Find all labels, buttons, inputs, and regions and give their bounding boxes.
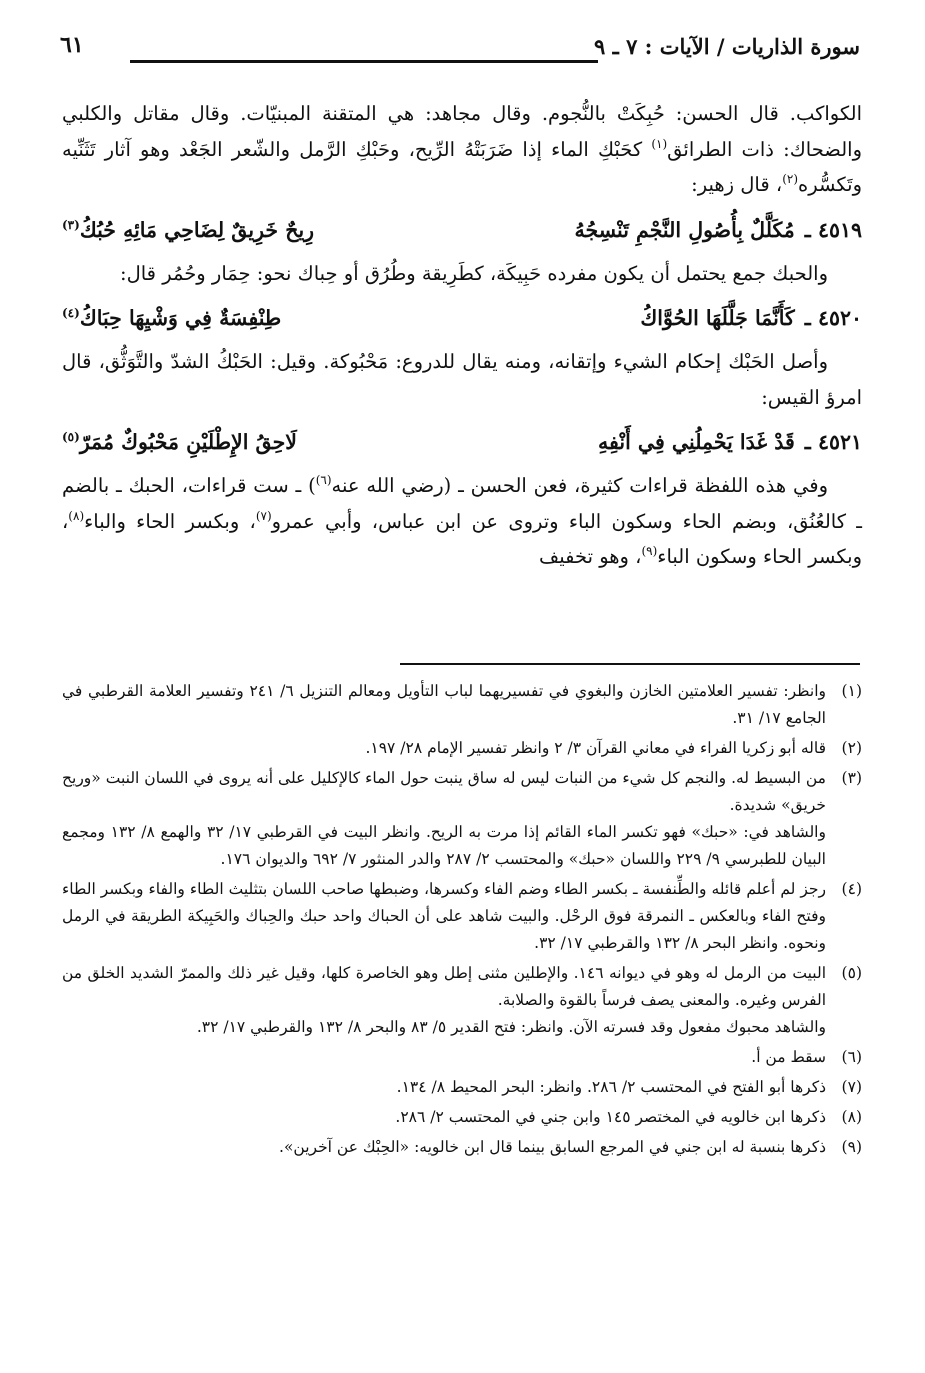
footnote-text: وانظر: تفسير العلامتين الخازن والبغوي في تفسيريهما لباب التأويل ومعالم التنزيل ٦/ ٢٤١ وتفسير العلامة القرطبي في الجامع ١٧/ ٣١. bbox=[62, 682, 826, 727]
footnote-ref-3[interactable]: (٣) bbox=[61, 217, 80, 232]
footnote-separator bbox=[400, 663, 860, 665]
footnote-1 bbox=[62, 678, 862, 732]
footnote-ref-9[interactable]: (٩) bbox=[641, 544, 658, 558]
footnote-text: البيت من الرمل له وهو في ديوانه ١٤٦. والإطلين مثنى إطل وهو الخاصرة كلها، وقيل غير ذلك والممرّ الشديد الخلق من الفرس وغيره. والمعنى يصف فرساً بالقوة والصلابة. والشاهد محبوك مفعول وقد فسرته الآن. وانظر: فتح القدير ٥/ ٨٣ والبحر ٨/ ١٣٢ والقرطبي ١٧/ ٣٢. bbox=[62, 964, 826, 1036]
footnote-number: (٦) bbox=[841, 1048, 862, 1066]
footnote-text: ذكرها ابن خالويه في المختصر ١٤٥ وابن جني في المحتسب ٢/ ٢٨٦. bbox=[395, 1108, 826, 1126]
footnote-8 bbox=[62, 1104, 862, 1131]
verse-number: ٤٥٢١ ـ bbox=[804, 430, 862, 454]
footnote-ref-8[interactable]: (٨) bbox=[68, 508, 85, 523]
footnote-ref-7[interactable]: (٧) bbox=[255, 508, 272, 523]
header-rule bbox=[130, 60, 598, 63]
footnote-number: (٢) bbox=[841, 739, 862, 757]
footnote-text: ذكرها بنسبة له ابن جني في المرجع السابق بينما قال ابن خالويه: «الحِبْك عن آخرين». bbox=[279, 1138, 826, 1156]
verse-hemistich-second: لَاحِقُ الإِطْلَيْنِ مَحْبُوكٌ مُمَرّ$^{(٥)}$ bbox=[61, 430, 297, 454]
footnotes bbox=[62, 678, 862, 1164]
verse-hemistich-first: قَدْ غَدَا يَحْمِلُنِي فِي أَنْفِهِ bbox=[598, 430, 795, 454]
verse-hemistich-first: كَأَنَّمَا جَلَّلَهَا الحُوَّاكُ bbox=[640, 306, 795, 330]
paragraph-4: وفي هذه اللفظة قراءات كثيرة، فعن الحسن ـ (رضي الله عنه$^{(٦)}$) ـ ست قراءات، الحبك ـ بالضم ـ كالعُنُق، وبضم الحاء وسكون الباء وتروى عن ابن عباس، وأبي عمرو$^{(٧)}$، وبكسر الحاء والباء$^{(٨)}$، وبكسر الحاء وسكون الباء$^{(٩)}$، وهو تخفيف bbox=[62, 473, 862, 568]
page-header bbox=[60, 30, 860, 70]
footnote-text: سقط من أ. bbox=[751, 1048, 826, 1066]
main-text bbox=[62, 96, 862, 575]
verse-number: ٤٥٢٠ ـ bbox=[804, 306, 862, 330]
paragraph-2: والحبك جمع يحتمل أن يكون مفرده حَبِيكَة، كطَرِيقة وطُرُق أو حِباك نحو: حِمَار وحُمُر قال: bbox=[120, 261, 828, 285]
footnote-9 bbox=[62, 1134, 862, 1161]
footnote-text: ذكرها أبو الفتح في المحتسب ٢/ ٢٨٦. وانظر: البحر المحيط ٨/ ١٣٤. bbox=[396, 1078, 826, 1096]
paragraph-1: الكواكب. قال الحسن: حُبِكَتْ بالنُّجوم. وقال مجاهد: هي المتقنة المبنيّات. وقال مقاتل والكلبي والضحاك: ذات الطرائق$^{(١)}$ كحَبْكِ الماء إذا ضَرَبَتْهُ الرِّيح، وحَبْكِ الرَّمل والشّعر الجَعْد وهو آثار تَثَنِّيه وتَكسُّره$^{(٢)}$، قال زهير: bbox=[62, 102, 862, 196]
footnote-5 bbox=[62, 960, 862, 1041]
footnote-ref-4[interactable]: (٤) bbox=[61, 306, 80, 320]
footnote-7 bbox=[62, 1074, 862, 1101]
footnote-text: رجز لم أعلم قائله والطِّنفسة ـ بكسر الطاء وضم الفاء وكسرها، وضبطها صاحب اللسان بتثليث الطاء والفاء وبكسر الطاء وفتح الفاء وبالعكس ـ النمرقة فوق الرحْل. والبيت شاهد على أن الحباك واحد حبك والحِباك والحَبِيكة الطريقة في الرمل ونحوه. وانظر البحر ٨/ ١٣٢ والقرطبي ١٧/ ٣٢. bbox=[62, 880, 826, 952]
verse-4521 bbox=[62, 417, 862, 467]
footnote-4 bbox=[62, 876, 862, 957]
footnote-text: من البسيط له. والنجم كل شيء من النبات ليس له ساق ينبت حول الماء كالإكليل على أنه يروى في اللسان النبت «وريح خريق» شديدة. والشاهد في: «حبك» فهو تكسر الماء القائم إذا مرت به الريح. وانظر البيت في القرطبي ١٧/ ٣٢ والهمع ٨/ ١٣٢ ومجمع البيان للطبرسي ٩/ ٢٢٩ واللسان «حبك» والمحتسب ٢/ ٢٨٧ والدر المنثور ٧/ ٦٩٢ والديوان ١٧٦. bbox=[62, 769, 826, 868]
verse-4519 bbox=[62, 205, 862, 255]
verse-hemistich-first: مُكَلَّلٌ بِأُصُولِ النَّجْمِ تَنْسِجُهُ bbox=[574, 217, 795, 242]
paragraph-3: وأصل الحَبْك إحكام الشيء وإتقانه، ومنه يقال للدروع: مَحْبُوكة. وقيل: الحَبْكُ الشدّ والتَّوَثُّق، قال امرؤ القيس: bbox=[62, 350, 862, 409]
footnote-number: (٧) bbox=[841, 1078, 862, 1096]
footnote-ref-1[interactable]: (١) bbox=[651, 136, 668, 151]
footnote-number: (٩) bbox=[841, 1138, 862, 1156]
footnote-3 bbox=[62, 765, 862, 873]
running-title: سورة الذاريات / الآيات : ٧ ـ ٩ bbox=[594, 34, 860, 59]
footnote-text: قاله أبو زكريا الفراء في معاني القرآن ٣/ ٢ وانظر تفسير الإمام ٢٨/ ١٩٧. bbox=[365, 739, 826, 757]
footnote-number: (٥) bbox=[841, 964, 862, 982]
footnote-ref-2[interactable]: (٢) bbox=[782, 172, 799, 186]
footnote-2 bbox=[62, 735, 862, 762]
verse-hemistich-second: طِنْفِسَةٌ فِي وَشْيِهَا حِبَاكُ$^{(٤)}$ bbox=[61, 306, 282, 330]
footnote-number: (٨) bbox=[841, 1108, 862, 1126]
footnote-ref-6[interactable]: (٦) bbox=[315, 473, 332, 487]
verse-4520 bbox=[62, 293, 862, 343]
footnote-ref-5[interactable]: (٥) bbox=[61, 430, 80, 444]
footnote-6 bbox=[62, 1044, 862, 1071]
footnote-number: (٤) bbox=[841, 880, 862, 898]
footnote-number: (٣) bbox=[841, 769, 862, 787]
verse-hemistich-second: رِيحٌ خَرِيقٌ لِضَاحِي مَائِهِ حُبُكُ$^{(٣)}$ bbox=[61, 217, 315, 242]
verse-number: ٤٥١٩ ـ bbox=[804, 217, 862, 242]
footnote-number: (١) bbox=[841, 682, 862, 700]
page-number: ٦١ bbox=[60, 32, 84, 58]
